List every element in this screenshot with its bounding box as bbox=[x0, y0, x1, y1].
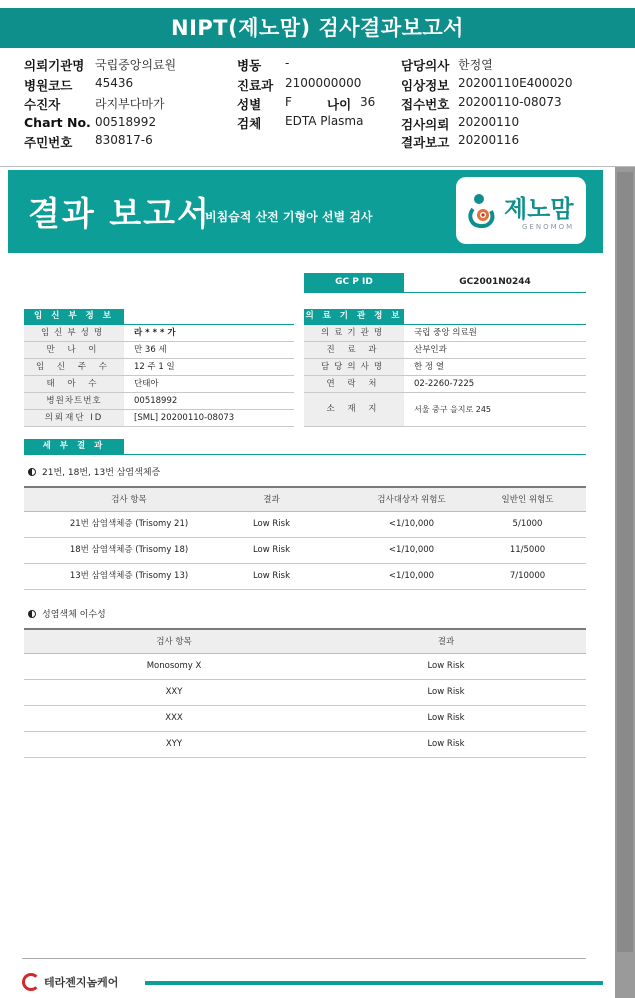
pregnant-info-value: 라 * * * 가 bbox=[134, 328, 176, 338]
ward-label: 병동 bbox=[237, 58, 262, 73]
examinee-label: 수진자 bbox=[24, 97, 61, 112]
age-value: 36 bbox=[360, 95, 376, 109]
column-header: 검사 항목 bbox=[111, 495, 147, 505]
banner-title: 결과 보고서 bbox=[28, 194, 211, 233]
sex-chromosome-table-header bbox=[24, 628, 586, 654]
institution-label: 의뢰기관명 bbox=[24, 58, 85, 73]
pregnant-info-row bbox=[24, 410, 294, 427]
pregnant-info-key: 만 나 이 bbox=[24, 342, 124, 358]
institution-info-key: 의료기관명 bbox=[304, 325, 404, 341]
institution-info-key: 소 재 지 bbox=[304, 393, 404, 426]
reported-value: 20200116 bbox=[458, 133, 520, 147]
table-cell: Low Risk bbox=[252, 571, 291, 581]
institution-info-row bbox=[304, 359, 586, 376]
genomom-logo bbox=[456, 177, 586, 244]
sex-chromosome-section-heading bbox=[28, 607, 106, 620]
theragen-g-icon bbox=[22, 973, 40, 991]
table-cell: XXY bbox=[165, 687, 183, 697]
institution-info-value: 한 정 열 bbox=[414, 362, 445, 372]
trisomy-table bbox=[24, 486, 586, 592]
pregnant-info-value: 12 주 1 일 bbox=[134, 362, 175, 372]
institution-info-row bbox=[304, 393, 586, 427]
detail-results-title: 세 부 결 과 bbox=[24, 439, 124, 454]
genomom-mark-icon bbox=[468, 191, 496, 229]
doctor-label: 담당의사 bbox=[401, 58, 450, 73]
pregnant-info-row bbox=[24, 359, 294, 376]
table-cell: 11/5000 bbox=[509, 545, 546, 555]
company-name: 테라젠지놈케어 bbox=[44, 976, 119, 989]
detail-results-underline bbox=[24, 454, 586, 455]
pregnant-info-key: 임신부성명 bbox=[24, 325, 124, 341]
receipt-no-label: 접수번호 bbox=[401, 97, 450, 112]
institution-info-value: 국립 중앙 의료원 bbox=[414, 328, 477, 338]
table-cell: Monosomy X bbox=[146, 661, 202, 671]
table-cell: Low Risk bbox=[252, 519, 291, 529]
pregnant-info-value: 만 36 세 bbox=[134, 345, 167, 355]
pregnant-info-key: 의뢰재단 ID bbox=[24, 410, 124, 426]
table-cell: 13번 삼염색체증 (Trisomy 13) bbox=[69, 571, 189, 581]
sex-chromosome-section-label: 성염색체 이수성 bbox=[42, 610, 106, 620]
half-circle-icon bbox=[28, 610, 36, 618]
table-cell: Low Risk bbox=[427, 713, 465, 723]
company-logo bbox=[22, 973, 118, 991]
pregnant-info-row bbox=[24, 393, 294, 410]
institution-info-row bbox=[304, 342, 586, 359]
table-cell: Low Risk bbox=[252, 545, 291, 555]
institution-info-row bbox=[304, 325, 586, 342]
pregnant-info-row bbox=[24, 376, 294, 393]
institution-info-table bbox=[304, 325, 586, 427]
report-banner bbox=[8, 170, 603, 253]
half-circle-icon bbox=[28, 468, 36, 476]
table-row bbox=[24, 654, 586, 680]
pregnant-info-row bbox=[24, 342, 294, 359]
clinical-info-label: 임상정보 bbox=[401, 78, 450, 93]
column-header: 결과 bbox=[437, 637, 455, 647]
report-header bbox=[0, 52, 635, 168]
institution-info-value: 산부인과 bbox=[414, 345, 447, 355]
pregnant-info-key: 태 아 수 bbox=[24, 376, 124, 392]
institution-info-key: 연 락 처 bbox=[304, 376, 404, 392]
footer-accent-bar bbox=[145, 981, 603, 985]
age-label: 나이 bbox=[327, 97, 352, 112]
table-cell: Low Risk bbox=[427, 687, 465, 697]
receipt-no-value: 20200110-08073 bbox=[458, 95, 562, 109]
chart-no-value: 00518992 bbox=[95, 115, 157, 129]
table-cell: Low Risk bbox=[427, 739, 465, 749]
column-header: 결과 bbox=[263, 495, 280, 505]
table-cell: Low Risk bbox=[427, 661, 465, 671]
institution-info-value: 02-2260-7225 bbox=[414, 379, 475, 389]
gcpid-value: GC2001N0244 bbox=[459, 277, 531, 287]
institution-info-row bbox=[304, 376, 586, 393]
pregnant-info-key: 임 신 주 수 bbox=[24, 359, 124, 375]
specimen-label: 검체 bbox=[237, 116, 262, 131]
table-row bbox=[24, 680, 586, 706]
gcpid-field bbox=[304, 273, 586, 293]
pregnant-info-value: 단태아 bbox=[134, 379, 159, 389]
pregnant-info-title: 임 신 부 정 보 bbox=[24, 309, 124, 324]
table-cell: <1/10,000 bbox=[388, 519, 435, 529]
table-cell: 5/1000 bbox=[512, 519, 543, 529]
sex-label: 성별 bbox=[237, 97, 262, 112]
institution-value: 국립중앙의료원 bbox=[95, 58, 177, 72]
sex-value: F bbox=[285, 95, 292, 109]
report-title: NIPT(제노맘) 검사결과보고서 bbox=[0, 8, 635, 48]
table-row bbox=[24, 512, 586, 538]
logo-subtext: GENOMOM bbox=[522, 223, 575, 231]
pregnant-info-key: 병원차트번호 bbox=[24, 393, 124, 409]
dept-value: 2100000000 bbox=[285, 76, 362, 90]
clinical-info-value: 20200110E400020 bbox=[458, 76, 573, 90]
doctor-value: 한정열 bbox=[458, 58, 493, 72]
ward-value: - bbox=[285, 56, 290, 70]
table-row bbox=[24, 732, 586, 758]
resident-no-value: 830817-6 bbox=[95, 133, 153, 147]
scrollbar-thumb[interactable] bbox=[617, 172, 633, 952]
trisomy-section-heading bbox=[28, 465, 160, 478]
chart-no-label: Chart No. bbox=[24, 115, 91, 130]
pregnant-info-value: [SML] 20200110-08073 bbox=[134, 413, 235, 423]
hospital-code-value: 45436 bbox=[95, 76, 134, 90]
banner-subtitle: 비침습적 산전 기형아 선별 검사 bbox=[205, 210, 373, 224]
column-header: 검사대상자 위험도 bbox=[377, 495, 446, 505]
resident-no-label: 주민번호 bbox=[24, 135, 73, 150]
institution-info-title: 의 료 기 관 정 보 bbox=[304, 309, 404, 324]
table-row bbox=[24, 564, 586, 590]
gcpid-label: GC P ID bbox=[304, 273, 404, 292]
table-cell: XYY bbox=[165, 739, 183, 749]
examinee-value: 라지부다마가 bbox=[95, 97, 165, 111]
logo-text: 제노맘 bbox=[504, 195, 574, 223]
pregnant-info-table bbox=[24, 325, 294, 427]
table-cell: 18번 삼염색체증 (Trisomy 18) bbox=[69, 545, 189, 555]
footer-divider bbox=[22, 958, 586, 959]
table-cell: 21번 삼염색체증 (Trisomy 21) bbox=[69, 519, 189, 529]
trisomy-table-header bbox=[24, 486, 586, 512]
dept-label: 진료과 bbox=[237, 78, 274, 93]
sex-chromosome-table bbox=[24, 628, 586, 760]
table-cell: <1/10,000 bbox=[388, 571, 435, 581]
table-cell: XXX bbox=[165, 713, 183, 723]
pregnant-info-value: 00518992 bbox=[134, 396, 178, 406]
table-cell: 7/10000 bbox=[509, 571, 546, 581]
table-row bbox=[24, 706, 586, 732]
table-row bbox=[24, 538, 586, 564]
institution-info-value: 서울 중구 을지로 245 bbox=[414, 405, 491, 414]
institution-info-key: 담당의사명 bbox=[304, 359, 404, 375]
column-header: 검사 항목 bbox=[156, 637, 192, 647]
institution-info-key: 진 료 과 bbox=[304, 342, 404, 358]
requested-value: 20200110 bbox=[458, 115, 520, 129]
trisomy-section-label: 21번, 18번, 13번 삼염색체증 bbox=[42, 468, 161, 478]
reported-label: 결과보고 bbox=[401, 135, 450, 150]
requested-label: 검사의뢰 bbox=[401, 117, 450, 132]
hospital-code-label: 병원코드 bbox=[24, 78, 73, 93]
specimen-value: EDTA Plasma bbox=[285, 114, 364, 128]
pregnant-info-row bbox=[24, 325, 294, 342]
column-header: 일반인 위험도 bbox=[501, 495, 554, 505]
table-cell: <1/10,000 bbox=[388, 545, 435, 555]
